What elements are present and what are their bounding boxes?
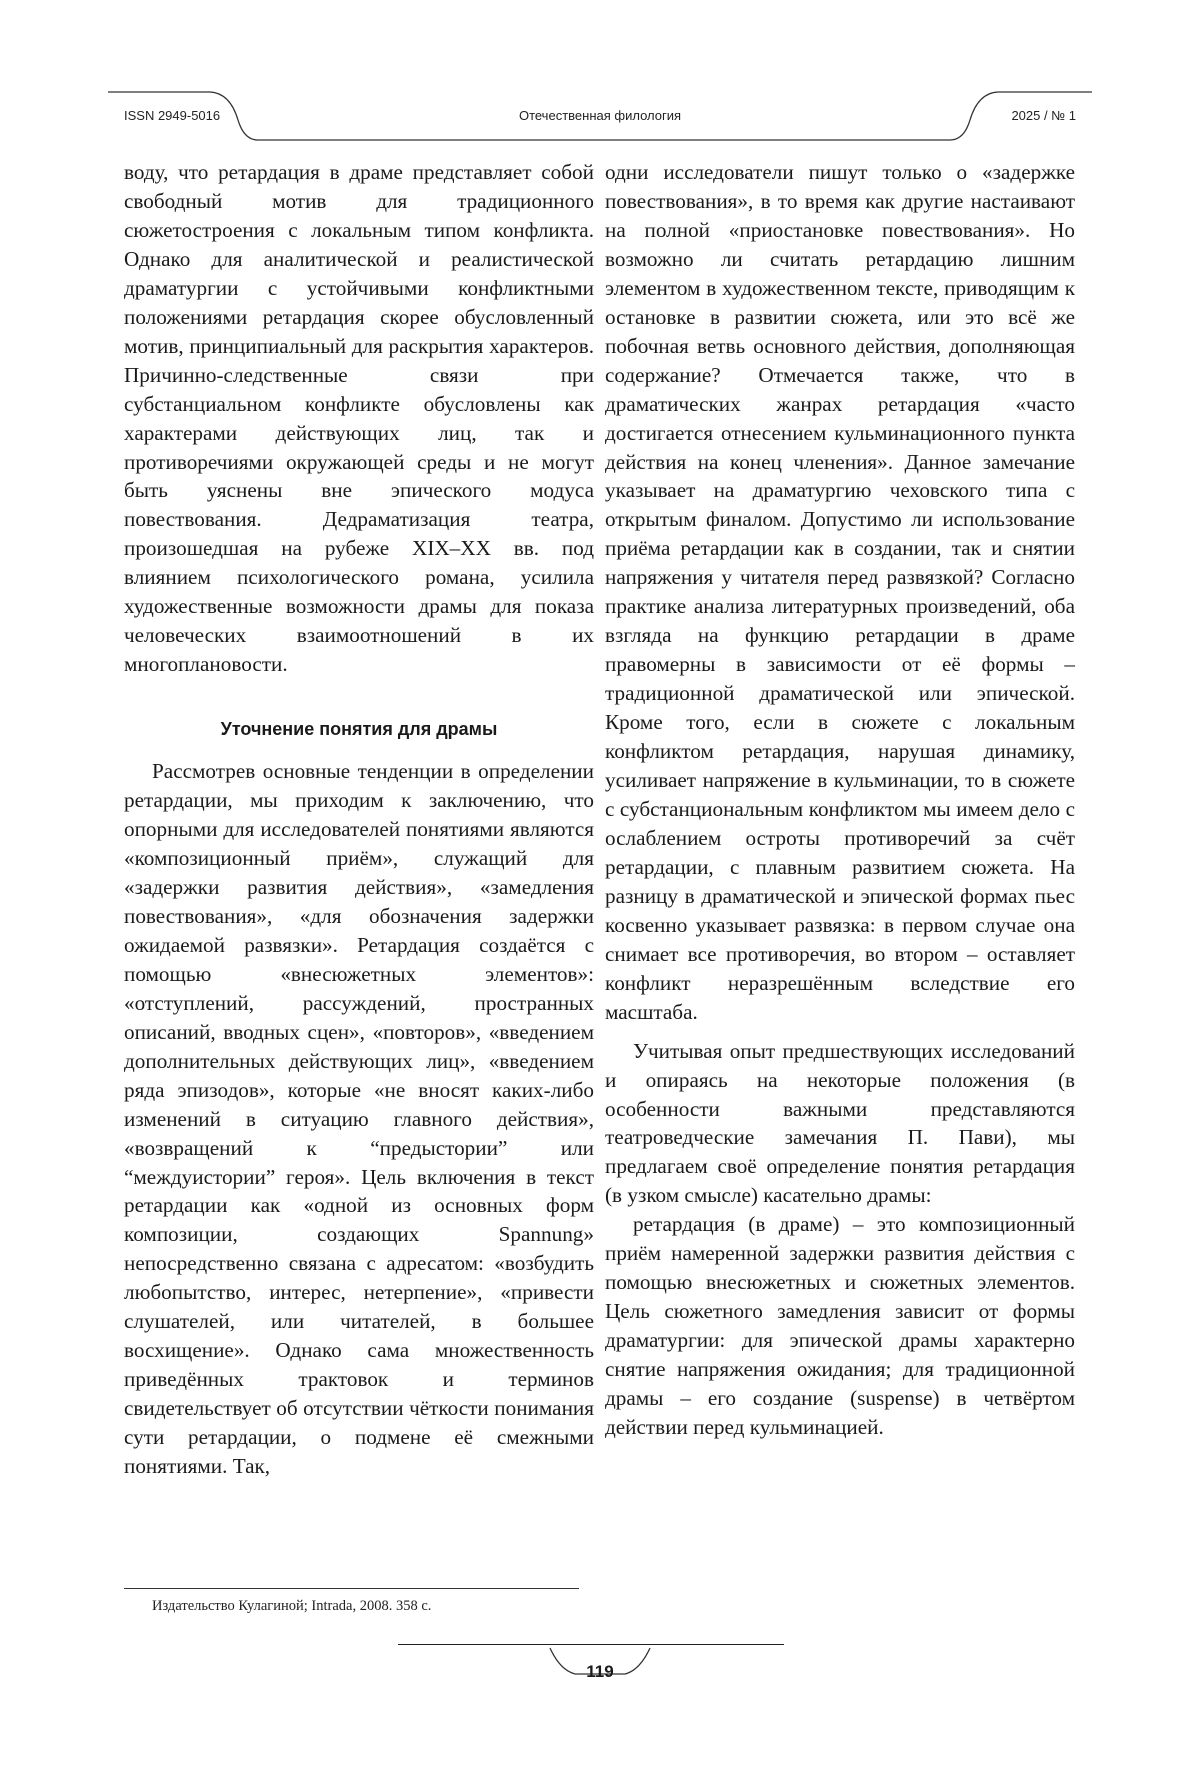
paragraph: воду, что ретардация в драме представляет собой свободный мотив для традиционного сюжетостроения с локальным типом конфликта. Однако для аналитической и реалистической драматургии с устойчивыми конфликтными положениями ретардация скорее обусловленный мотив, принципиальный для раскрытия характеров. Причинно-следственные связи при субстанциальном конфликте обусловлены как характерами действующих лиц, так и противоречиями окружающей среды и не могут быть уяснены вне эпического модуса повествования. Дедраматизация театра, произошедшая на рубеже XIX–XX вв. под влиянием психологического романа, усилила художественные возможности драмы для показа человеческих взаимоотношений в их многоплановости.: [124, 160, 594, 677]
paragraph: Рассмотрев основные тенденции в определении ретардации, мы приходим к заключению, что опорными для исследователей понятиями являются «композиционный приём», служащий для «задержки развития действия», «замедления повествования», «для обозначения задержки ожидаемой развязки». Ретардация создаётся с помощью «внесюжетных элементов»: «отступлений, рассуждений, пространных описаний, вводных сцен», «повторов», «введением дополнительных действующих лиц», «введением ряда эпизодов», которые «не вносят каких-либо изменений в ситуацию главного действия», «возвращений к “предыстории” или “междуистории” героя». Цель включения в текст ретардации как «одной из основных форм композиции, создающих Spannung» непосредственно связана с адресатом: «возбудить любопытство, интерес, нетерпение», «привести слушателей, или читателей, в большее восхищение». Однако сама множественность приведённых трактовок и терминов свидетельствует об отсутствии чёткости понимания сути ретардации, о подмене её смежными понятиями. Так,: [124, 759, 594, 1479]
paragraph: ретардация (в драме) – это композиционный приём намеренной задержки развития действия с помощью внесюжетных и сюжетных элементов. Цель сюжетного замедления зависит от формы драматургии: для эпической драмы характерно снятие напряжения ожидания; для традиционной драмы – его создание (suspense) в четвёртом действии перед кульминацией.: [605, 1212, 1075, 1439]
paragraph: Учитывая опыт предшествующих исследований и опираясь на некоторые положения (в особенности важными представляются театроведческие замечания П. Пави), мы предлагаем своё определение понятия ретардация (в узком смысле) касательно драмы:: [605, 1038, 1075, 1208]
section-heading: Уточнение понятия для драмы: [220, 719, 498, 740]
left-column: [124, 158, 594, 1481]
header-issue: 2025 / № 1: [1011, 108, 1076, 123]
header-issn: ISSN 2949-5016: [124, 108, 221, 123]
header-journal-title: Отечественная филология: [518, 108, 682, 123]
page-number: 119: [586, 1662, 614, 1681]
footnote-rule: [124, 1588, 579, 1589]
header-frame: [0, 0, 1200, 160]
footnote: Издательство Кулагиной; Intrada, 2008. 358 с.: [152, 1598, 432, 1614]
paragraph: одни исследователи пишут только о «задержке повествования», в то время как другие настаивают на полной «приостановке повествования». Но возможно ли считать ретардацию лишним элементом в художественном тексте, приводящим к остановке в развитии сюжета, или это всё же побочная ветвь основного действия, дополняющая содержание? Отмечается также, что в драматических жанрах ретардация «часто достигается отнесением кульминационного пункта действия на конец членения». Данное замечание указывает на драматургию чеховского типа с открытым финалом. Допустимо ли использование приёма ретардации как в создании, так и снятии напряжения у читателя перед развязкой? Согласно практике анализа литературных произведений, оба взгляда на функцию ретардации в драме правомерны в зависимости от её формы – традиционной драматической или эпической. Кроме того, если в сюжете с локальным конфликтом ретардация, нарушая динамику, усиливает напряжение в кульминации, то в сюжете с субстанциональным конфликтом мы имеем дело с ослаблением остроты противоречий за счёт ретардации, с плавным развитием сюжета. На разницу в драматической и эпической формах пьес косвенно указывает развязка: в первом случае она снимает все противоречия, во втором – оставляет конфликт неразрешённым вследствие его масштаба.: [605, 160, 1075, 1024]
right-column: [605, 158, 1075, 1442]
